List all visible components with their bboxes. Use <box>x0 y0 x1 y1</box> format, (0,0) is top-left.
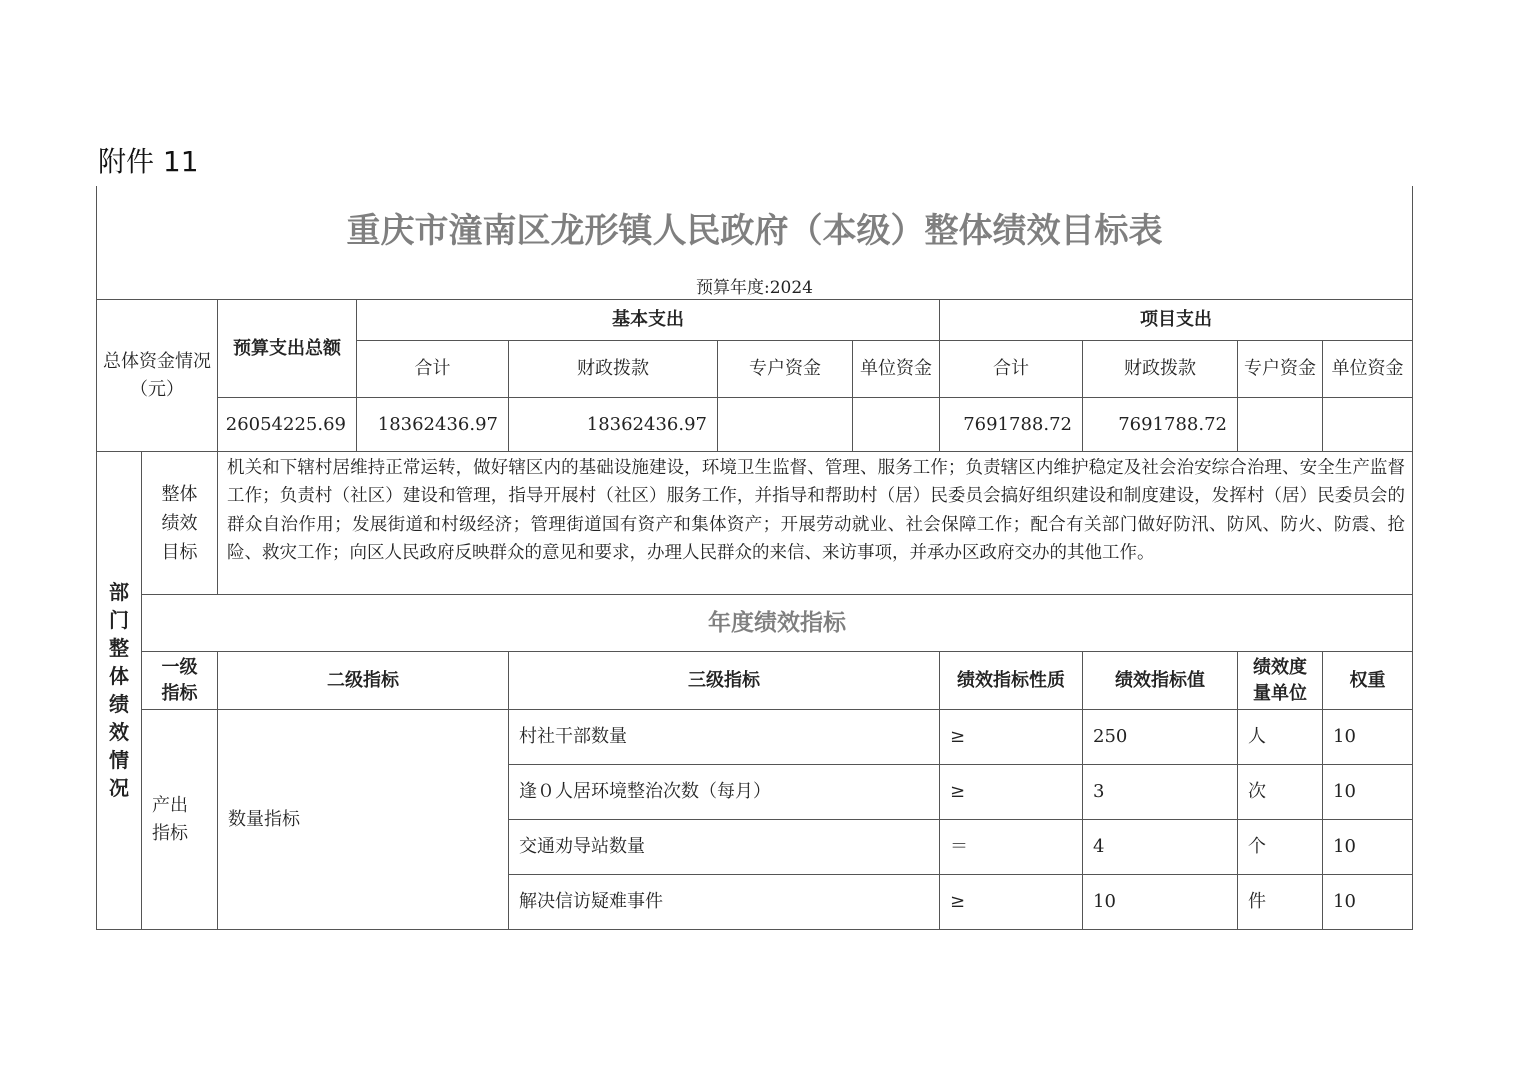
header-level2: 二级指标 <box>327 669 399 691</box>
project-expense-header: 项目支出 <box>1140 309 1212 330</box>
indicator-value: 3 <box>1093 781 1105 802</box>
funds-row-label: 总体资金情况（元） <box>103 351 211 400</box>
indicator-value: 10 <box>1093 891 1116 912</box>
indicator-name: 逢０人居环境整治次数（每月） <box>519 781 771 802</box>
indicator-unit: 个 <box>1248 836 1266 857</box>
indicator-name: 交通劝导站数量 <box>519 836 645 857</box>
project-fiscal-value: 7691788.72 <box>1118 413 1227 435</box>
overall-goal-label: 整体绩效目标 <box>161 483 198 563</box>
divider <box>96 929 1413 930</box>
divider <box>217 451 218 595</box>
header-level3: 三级指标 <box>688 669 760 691</box>
header-weight: 权重 <box>1349 669 1386 691</box>
level2-quantity: 数量指标 <box>228 808 300 830</box>
indicator-nature: ≥ <box>950 781 966 802</box>
dept-section-label: 部 门 整 体 绩 效 情 况 <box>109 580 129 800</box>
budget-total-value: 26054225.69 <box>225 413 346 435</box>
project-special-value <box>1238 398 1322 451</box>
basic-fiscal-header: 财政拨款 <box>577 358 649 379</box>
indicator-name: 解决信访疑难事件 <box>519 891 663 912</box>
basic-unit-value <box>853 398 939 451</box>
indicator-value: 250 <box>1093 726 1128 747</box>
header-unit: 绩效度量单位 <box>1253 656 1307 704</box>
level1-output: 产出指标 <box>152 794 188 844</box>
project-unit-header: 单位资金 <box>1331 358 1404 379</box>
basic-total-value: 18362436.97 <box>377 413 498 435</box>
basic-special-header: 专户资金 <box>749 358 821 379</box>
project-fiscal-header: 财政拨款 <box>1124 358 1196 379</box>
indicator-name: 村社干部数量 <box>519 726 627 747</box>
basic-total-header: 合计 <box>414 358 451 379</box>
budget-total-header: 预算支出总额 <box>233 337 341 359</box>
project-special-header: 专户资金 <box>1244 358 1316 379</box>
basic-fiscal-value: 18362436.97 <box>586 413 707 435</box>
basic-special-value <box>718 398 852 451</box>
header-nature: 绩效指标性质 <box>957 669 1065 691</box>
indicator-unit: 人 <box>1248 726 1266 747</box>
indicator-weight: 10 <box>1333 891 1356 912</box>
indicator-value: 4 <box>1093 836 1105 857</box>
annual-indicators-title: 年度绩效指标 <box>708 610 846 636</box>
header-value: 绩效指标值 <box>1115 669 1205 691</box>
project-total-header: 合计 <box>993 358 1029 379</box>
basic-unit-header: 单位资金 <box>860 358 932 379</box>
page-title: 重庆市潼南区龙形镇人民政府（本级）整体绩效目标表 <box>346 211 1163 251</box>
project-total-value: 7691788.72 <box>963 413 1072 435</box>
indicator-unit: 件 <box>1248 891 1266 912</box>
indicator-weight: 10 <box>1333 781 1356 802</box>
indicator-unit: 次 <box>1248 781 1266 802</box>
indicator-weight: 10 <box>1333 726 1356 747</box>
header-level1: 一级指标 <box>161 656 198 704</box>
divider <box>96 451 1413 452</box>
attachment-label: 附件 11 <box>98 145 199 178</box>
budget-year: 预算年度:2024 <box>696 278 813 298</box>
overall-goal-text: 机关和下辖村居维持正常运转，做好辖区内的基础设施建设，环境卫生监督、管理、服务工作；负责辖区内维护稳定及社会治安综合治理、安全生产监督工作；负责村（社区）建设和管理，指导开展村（社区）服务工作，并指导和帮助村（居）民委员会搞好组织建设和制度建设，发挥村（居）民委员会的群众自治作用；发展街道和村级经济；管理街道国有资产和集体资产；开展劳动就业、社会保障工作；配合有关部门做好防汛、防风、防火、防震、抢险、救灾工作；向区人民政府反映群众的意见和要求，办理人民群众的来信、来访事项，并承办区政府交办的其他工作。 <box>227 458 1405 563</box>
indicator-weight: 10 <box>1333 836 1356 857</box>
project-unit-value <box>1323 398 1412 451</box>
basic-expense-header: 基本支出 <box>612 309 684 330</box>
indicator-nature: ≥ <box>950 891 966 912</box>
indicator-nature: ≥ <box>950 726 966 747</box>
indicator-nature: ＝ <box>950 836 968 857</box>
